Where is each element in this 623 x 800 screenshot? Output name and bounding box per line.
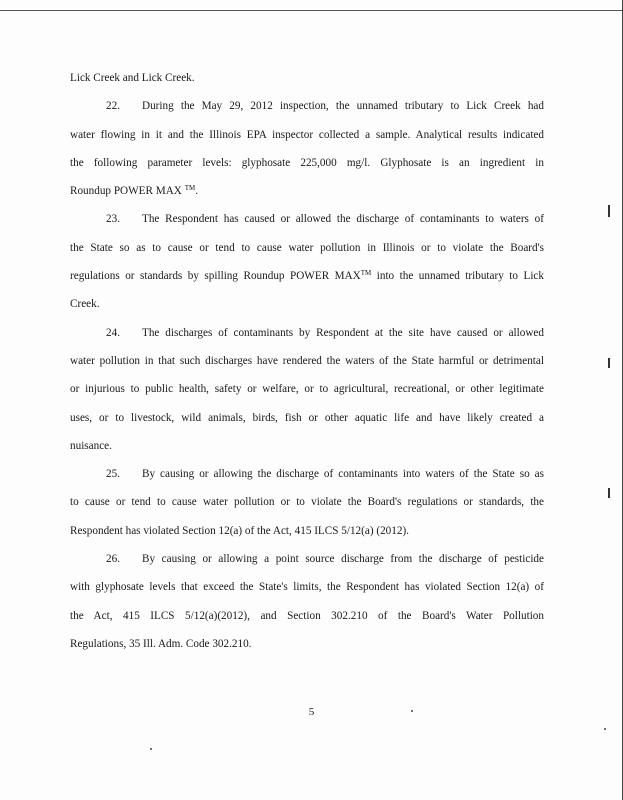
paragraph-26-line: Regulations, 35 Ill. Adm. Code 302.210. — [70, 637, 252, 650]
paragraph-23-line: the State so as to cause or tend to cause water pollution in Illinois or to violate the Board's — [70, 241, 544, 254]
text-span: By causing or allowing a point source discharge from the discharge of pesticide — [142, 553, 544, 566]
text-line: Lick Creek and Lick Creek. — [70, 72, 195, 84]
paragraph-22-line: the following parameter levels: glyphosate 225,000 mg/l. Glyphosate is an ingredient in — [70, 156, 544, 169]
paragraph-25-line: to cause or tend to cause water pollution or to violate the Board's regulations or standards, the — [70, 496, 544, 509]
scan-speck — [604, 728, 606, 730]
paragraph-24-line — [70, 319, 544, 347]
scan-mark — [608, 358, 610, 368]
text-span: The discharges of contaminants by Respondent at the site have caused or allowed — [142, 326, 544, 339]
paragraph-23-line — [70, 262, 544, 290]
document-body — [70, 64, 544, 658]
paragraph-24-line: or injurious to public health, safety or welfare, or to agricultural, recreational, or other legitimate — [70, 383, 544, 396]
paragraph-23-line — [70, 205, 544, 233]
paragraph-24-line: nuisance. — [70, 439, 112, 452]
paragraph-24-line: water pollution in that such discharges have rendered the waters of the State harmful or detrimental — [70, 354, 544, 367]
top-edge-rule — [0, 10, 623, 11]
scan-speck — [150, 748, 152, 750]
paragraph-number: 23. — [106, 213, 120, 226]
paragraph-number: 26. — [106, 553, 120, 566]
paragraph-22-line: water flowing in it and the Illinois EPA inspector collected a sample. Analytical results indicated — [70, 128, 544, 141]
page-number: 5 — [308, 706, 315, 718]
paragraph-23-line: Creek. — [70, 298, 100, 311]
paragraph-26-line: with glyphosate levels that exceed the State's limits, the Respondent has violated Section 12(a) of — [70, 581, 544, 594]
trademark-sup: TM — [184, 184, 196, 193]
paragraph-26-line: the Act, 415 ILCS 5/12(a)(2012), and Section 302.210 of the Board's Water Pollution — [70, 609, 544, 622]
paragraph-number: 22. — [106, 100, 120, 113]
text-span: By causing or allowing the discharge of contaminants into waters of the State so as — [142, 468, 544, 481]
text-span: The Respondent has caused or allowed the discharge of contaminants to waters of — [142, 213, 544, 226]
text-span: . — [195, 185, 198, 198]
paragraph-22-line — [70, 177, 544, 205]
paragraph-24-line: uses, or to livestock, wild animals, birds, fish or other aquatic life and have likely created a — [70, 411, 544, 424]
paragraph-number: 24. — [106, 326, 120, 339]
text-span: Roundup POWER MAX — [70, 185, 185, 198]
scan-mark — [608, 488, 610, 498]
paragraph-25-line: Respondent has violated Section 12(a) of the Act, 415 ILCS 5/12(a) (2012). — [70, 524, 409, 537]
text-span: into the unnamed tributary to Lick — [371, 270, 544, 283]
text-span: During the May 29, 2012 inspection, the unnamed tributary to Lick Creek had — [142, 100, 544, 113]
paragraph-number: 25. — [106, 468, 120, 481]
paragraph-26-line — [70, 545, 544, 573]
scan-mark — [608, 205, 610, 217]
paragraph-22-line — [70, 92, 544, 120]
paragraph-25-line — [70, 460, 544, 488]
trademark-sup: TM — [360, 269, 372, 278]
text-span: regulations or standards by spilling Roundup POWER MAX — [70, 270, 361, 283]
